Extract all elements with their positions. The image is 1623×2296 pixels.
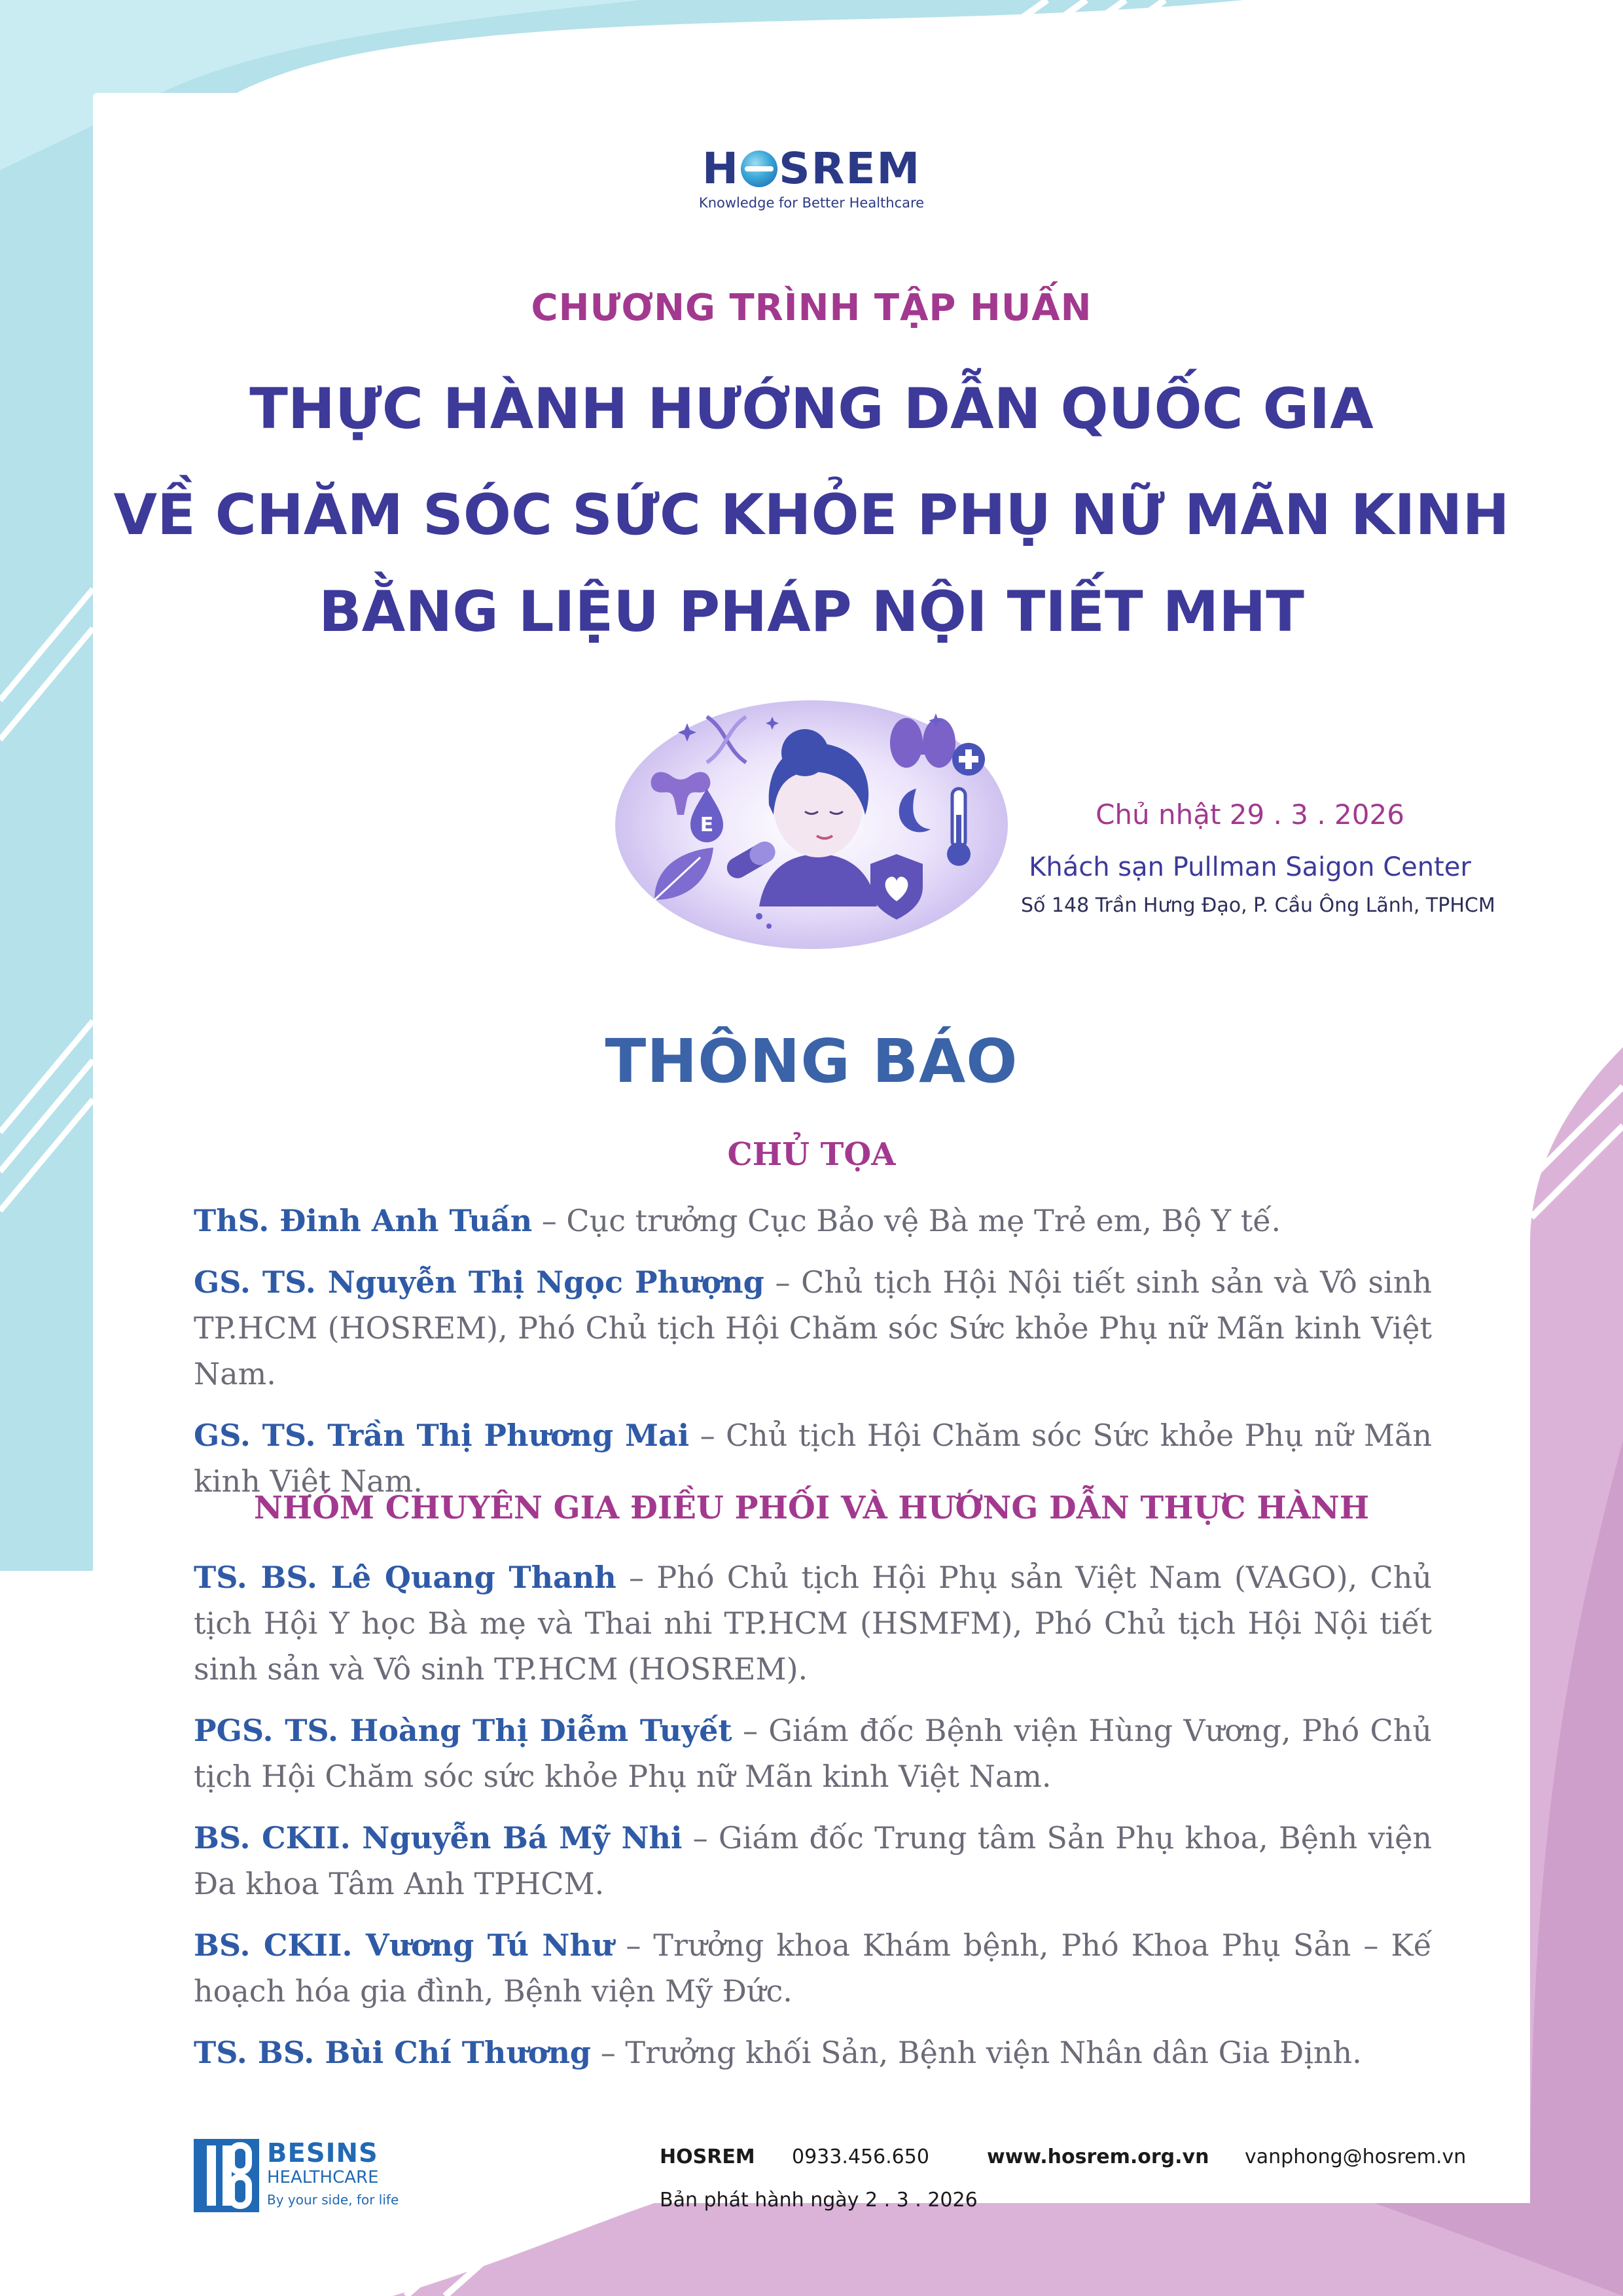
expert-person: TS. BS. Lê Quang Thanh – Phó Chủ tịch Hội Phụ sản Việt Nam (VAGO), Chủ tịch Hội Y học Bà mẹ và Thai nhi TP.HCM (HSMFM), Phó Chủ tịch Hội Nội tiết sinh sản và Vô sinh TP.HCM (HOSREM). (194, 1560, 1432, 1687)
person-role: Chủ tịch Hội Nội tiết sinh sản và Vô sinh TP.HCM (HOSREM), Phó Chủ tịch Hội Chăm sóc Sức khỏe Phụ nữ Mãn kinh Việt Nam. (194, 1265, 1433, 1391)
besins-text (267, 2139, 399, 2210)
logo-suffix: SREM (779, 143, 921, 194)
footer-org: HOSREM (660, 2145, 755, 2168)
besins-sub: HEALTHCARE (267, 2168, 379, 2187)
logo-prefix: H (702, 143, 740, 194)
person-name: TS. BS. Bùi Chí Thương (194, 2035, 592, 2070)
person-role: Giám đốc Trung tâm Sản Phụ khoa, Bệnh viện Đa khoa Tâm Anh TPHCM. (194, 1820, 1432, 1901)
title-line-3: BẰNG LIỆU PHÁP NỘI TIẾT MHT (319, 579, 1304, 645)
expert-person: PGS. TS. Hoàng Thị Diễm Tuyết – Giám đốc Bệnh viện Hùng Vương, Phó Chủ tịch Hội Chăm sóc sức khỏe Phụ nữ Mãn kinh Việt Nam. (194, 1713, 1432, 1794)
expert-person: TS. BS. Bùi Chí Thương – Trưởng khối Sản, Bệnh viện Nhân dân Gia Định. (194, 2035, 1362, 2070)
globe-icon (741, 151, 777, 187)
besins-mark-icon (194, 2139, 259, 2212)
hosrem-logo (692, 143, 931, 219)
footer-issue-date: Bản phát hành ngày 2 . 3 . 2026 (660, 2189, 978, 2212)
expert-person: BS. CKII. Nguyễn Bá Mỹ Nhi – Giám đốc Trung tâm Sản Phụ khoa, Bệnh viện Đa khoa Tâm Anh TPHCM. (194, 1820, 1432, 1901)
expert-person: BS. CKII. Vương Tú Như – Trưởng khoa Khám bệnh, Phó Khoa Phụ Sản – Kế hoạch hóa gia đình, Bệnh viện Mỹ Đức. (194, 1928, 1432, 2009)
footer-website-link[interactable]: www.hosrem.org.vn (987, 2145, 1209, 2168)
chairs-list (194, 1198, 1432, 1520)
person-name: GS. TS. Trần Thị Phương Mai (194, 1418, 690, 1453)
logo-wordmark (692, 143, 931, 194)
chair-person: GS. TS. Trần Thị Phương Mai – Chủ tịch Hội Chăm sóc Sức khỏe Phụ nữ Mãn kinh Việt Nam. (194, 1418, 1433, 1499)
person-name: ThS. Đinh Anh Tuấn (194, 1203, 533, 1238)
besins-logo (194, 2138, 399, 2216)
event-date: Chủ nhật 29 . 3 . 2026 (1096, 798, 1404, 831)
experts-list (194, 1554, 1432, 2091)
event-info (1021, 795, 1495, 922)
besins-name: BESINS (267, 2138, 378, 2168)
event-venue: Khách sạn Pullman Saigon Center (1029, 852, 1471, 882)
chair-person: ThS. Đinh Anh Tuấn – Cục trưởng Cục Bảo vệ Bà mẹ Trẻ em, Bộ Y tế. (194, 1203, 1281, 1238)
chair-person: GS. TS. Nguyễn Thị Ngọc Phượng – Chủ tịch Hội Nội tiết sinh sản và Vô sinh TP.HCM (HOSREM), Phó Chủ tịch Hội Chăm sóc Sức khỏe Phụ nữ Mãn kinh Việt Nam. (194, 1265, 1433, 1391)
person-name: BS. CKII. Vương Tú Như (194, 1928, 614, 1963)
notice-title: THÔNG BÁO (605, 1026, 1018, 1096)
medical-plus-icon (952, 743, 985, 776)
event-address: Số 148 Trần Hưng Đạo, P. Cầu Ông Lãnh, TPHCM (1021, 894, 1495, 917)
title-line-2: VỀ CHĂM SÓC SỨC KHỎE PHỤ NỮ MÃN KINH (113, 482, 1510, 548)
besins-tagline: By your side, for life (267, 2192, 399, 2208)
menopause-woman-illustration (609, 691, 1014, 952)
person-role: Trưởng khoa Khám bệnh, Phó Khoa Phụ Sản – Kế hoạch hóa gia đình, Bệnh viện Mỹ Đức. (194, 1928, 1432, 2009)
chairs-heading: CHỦ TỌA (727, 1136, 896, 1173)
person-role: Cục trưởng Cục Bảo vệ Bà mẹ Trẻ em, Bộ Y tế. (566, 1203, 1281, 1238)
person-role: Trưởng khối Sản, Bệnh viện Nhân dân Gia Định. (625, 2035, 1362, 2070)
experts-heading: NHÓM CHUYÊN GIA ĐIỀU PHỐI VÀ HƯỚNG DẪN THỰC HÀNH (253, 1490, 1370, 1526)
title-line-1: THỰC HÀNH HƯỚNG DẪN QUỐC GIA (249, 376, 1374, 442)
person-role: Chủ tịch Hội Chăm sóc Sức khỏe Phụ nữ Mãn kinh Việt Nam. (194, 1418, 1433, 1499)
footer-phone: 0933.456.650 (792, 2145, 929, 2168)
logo-tagline: Knowledge for Better Healthcare (698, 195, 925, 211)
person-role: Phó Chủ tịch Hội Phụ sản Việt Nam (VAGO), Chủ tịch Hội Y học Bà mẹ và Thai nhi TP.HCM (HSMFM), Phó Chủ tịch Hội Nội tiết sinh sản và Vô sinh TP.HCM (HOSREM). (194, 1560, 1432, 1687)
person-name: PGS. TS. Hoàng Thị Diễm Tuyết (194, 1713, 732, 1748)
footer-email-link[interactable]: vanphong@hosrem.vn (1245, 2145, 1467, 2168)
person-name: TS. BS. Lê Quang Thanh (194, 1560, 616, 1595)
person-name: BS. CKII. Nguyễn Bá Mỹ Nhi (194, 1820, 683, 1856)
person-role: Giám đốc Bệnh viện Hùng Vương, Phó Chủ tịch Hội Chăm sóc sức khỏe Phụ nữ Mãn kinh Việt Nam. (194, 1713, 1432, 1794)
vitamin-e-letter: E (700, 814, 714, 836)
person-name: GS. TS. Nguyễn Thị Ngọc Phượng (194, 1265, 764, 1300)
program-label: CHƯƠNG TRÌNH TẬP HUẤN (531, 287, 1092, 329)
